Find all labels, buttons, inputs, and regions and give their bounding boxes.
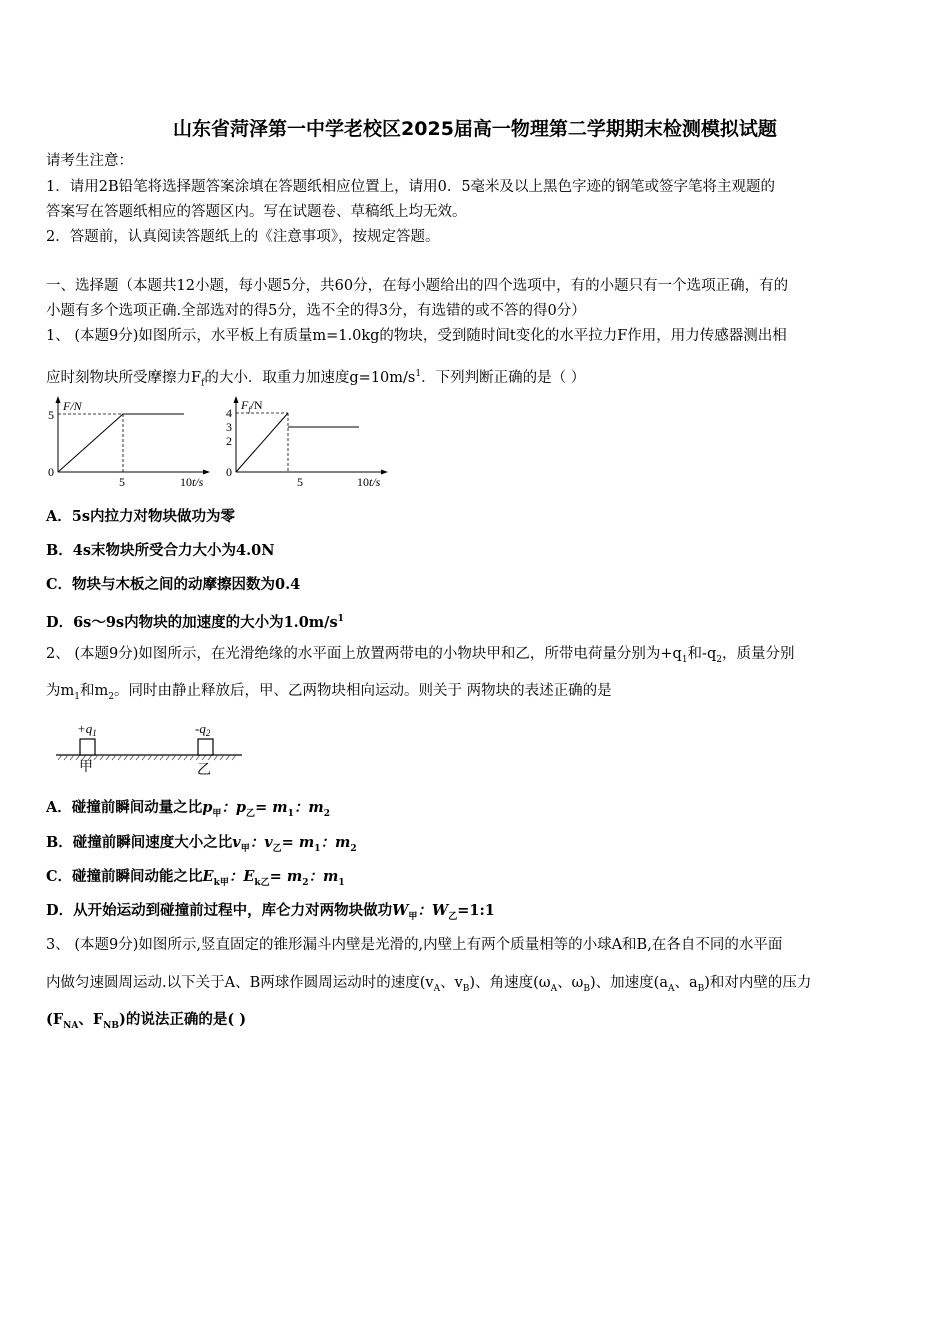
q1-graph-applied-force [40, 392, 215, 492]
charge-label-q1: $+q_1$ [77, 721, 97, 738]
q1-graph1-xtick-10: 10 [180, 475, 192, 489]
q3-stem-line3: ($F_{NA}$、$F_{NB}$)的说法正确的是( ) [46, 1011, 247, 1031]
q3-stem-line2: 内做匀速圆周运动.以下关于A、B两球作圆周运动时的速度($v_A$、$v_B$)、角速度($\omega_A$、$\omega_B$)、加速度($a_A$、$a_B$)和对内壁的压力 [46, 975, 812, 994]
q1-graph1-ytick-5: 5 [48, 408, 54, 422]
q2-option-b[interactable]: B．碰撞前瞬间速度大小之比$v_甲$：$v_乙= m_1$：$m_2$ [46, 834, 357, 854]
q2-figure-charged-blocks [52, 716, 252, 778]
charge-label-q2: $-q_2$ [195, 721, 211, 738]
notice-item1-line2: 答案写在答题纸相应的答题区内。写在试题卷、草稿纸上均无效。 [46, 204, 467, 220]
q1-stem-line2: 应时刻物块所受摩擦力$F_f$的大小．取重力加速度$g=10m/s^1$．下列判断正确的是（ ） [46, 369, 586, 389]
q1-graph2-ytick-2: 2 [226, 434, 232, 448]
q1-graph2-xlabel: t/s [369, 475, 381, 489]
q1-graph1-origin: 0 [48, 465, 54, 479]
q2-option-c[interactable]: C．碰撞前瞬间动能之比$E_{k甲}$：$E_{k乙}= m_2$：$m_1$ [46, 868, 345, 888]
q1-graph2-ylabel: $F_f/N$ [241, 398, 263, 414]
q1-option-c[interactable]: C．物块与木板之间的动摩擦因数为0.4 [46, 576, 301, 593]
block-yi [198, 739, 213, 755]
q2-option-a[interactable]: A．碰撞前瞬间动量之比$p_甲$：$p_乙= m_1$：$m_2$ [46, 799, 330, 819]
q1-graph2-xtick-5: 5 [297, 475, 303, 489]
block-label-yi: 乙 [197, 763, 211, 778]
q1-option-d[interactable]: D．6s～9s内物块的加速度的大小为$1.0m/s^1$ [46, 613, 344, 631]
notice-item1-line1: 1．请用2B铅笔将选择题答案涂填在答题纸相应位置上，请用0．5毫米及以上黑色字迹的钢笔或签字笔将主观题的 [46, 179, 776, 195]
block-jia [80, 739, 95, 755]
q1-graph1-xtick-5: 5 [119, 475, 125, 489]
section-heading-line2: 小题有多个选项正确.全部选对的得5分，选不全的得3分，有选错的或不答的得0分） [46, 303, 586, 319]
q1-graph1-ylabel: F/N [63, 399, 82, 413]
q1-stem-line1: 1、 (本题9分)如图所示，水平板上有质量m=1.0kg的物块，受到随时间t变化的水平拉力F作用，用力传感器测出相 [46, 328, 787, 344]
q1-graph2-xtick-10: 10 [357, 475, 369, 489]
page-title: 山东省菏泽第一中学老校区2025届高一物理第二学期期末检测模拟试题 [173, 118, 777, 140]
q1-graph-friction-force [218, 392, 393, 492]
section-heading-line1: 一、选择题（本题共12小题，每小题5分，共60分，在每小题给出的四个选项中，有的小题只有一个选项正确，有的 [46, 278, 789, 294]
q2-option-d[interactable]: D．从开始运动到碰撞前过程中，库仑力对两物块做功$W_甲$：$W_乙=1:1$ [46, 902, 495, 922]
notice-heading: 请考生注意： [46, 153, 133, 169]
block-label-jia: 甲 [79, 760, 93, 775]
q1-graph2-origin: 0 [226, 465, 232, 479]
q1-option-a[interactable]: A．5s内拉力对物块做功为零 [46, 508, 236, 525]
q1-graph2-ytick-3: 3 [226, 420, 232, 434]
notice-item2: 2．答题前，认真阅读答题纸上的《注意事项》，按规定答题。 [46, 229, 440, 245]
q2-stem-line2: 为$m_1$和$m_2$。同时由静止释放后，甲、乙两物块相向运动。则关于 两物块的表述正确的是 [46, 683, 612, 702]
q2-stem-line1: 2、 (本题9分)如图所示，在光滑绝缘的水平面上放置两带电的小物块甲和乙，所带电荷量分别为$+q_1$和$-q_2$，质量分别 [46, 646, 795, 665]
q3-stem-line1: 3、 (本题9分)如图所示,竖直固定的锥形漏斗内壁是光滑的,内壁上有两个质量相等的小球A和B,在各自不同的水平面 [46, 937, 783, 953]
q1-graph1-xlabel: t/s [192, 475, 204, 489]
q1-graph2-ytick-4: 4 [226, 406, 232, 420]
q1-option-b[interactable]: B．4s末物块所受合力大小为4.0N [46, 542, 275, 559]
